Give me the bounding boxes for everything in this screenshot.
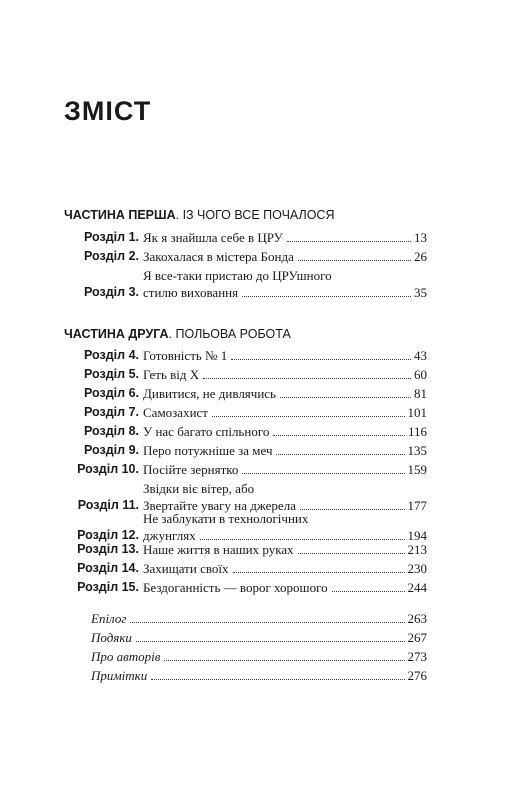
page-number: 35: [414, 285, 427, 300]
page-number: 101: [407, 405, 427, 420]
entry-title: Бездоганність — ворог хорошого: [143, 580, 328, 595]
dot-leader: [233, 572, 405, 573]
page-number: 244: [407, 580, 427, 595]
page-number: 177: [407, 498, 427, 513]
page-number: 43: [414, 348, 427, 363]
part-heading-2: ЧАСТИНА ДРУГА. ПОЛЬОВА РОБОТА: [64, 327, 291, 341]
entry-title: Примітки: [91, 668, 148, 683]
chapter-number: Розділ 15.: [77, 580, 139, 594]
page-number: 194: [407, 528, 427, 543]
toc-entry[interactable]: [64, 480, 427, 514]
dot-leader: [203, 378, 411, 379]
chapter-number: Розділ 12.: [77, 528, 139, 542]
entry-title: Не заблукати в технологічних: [143, 511, 309, 526]
page-number: 135: [407, 443, 427, 458]
entry-title: Готовність № 1: [143, 348, 228, 363]
page-number: 213: [407, 542, 427, 557]
dot-leader: [130, 622, 404, 623]
page-number: 13: [414, 230, 427, 245]
entry-title: Геть від Х: [143, 367, 200, 382]
page-number: 60: [414, 367, 427, 382]
toc-entry[interactable]: [64, 510, 427, 544]
chapter-number: Розділ 6.: [84, 386, 139, 400]
toc-title: ЗМІСТ: [64, 96, 152, 126]
part-heading-1: ЧАСТИНА ПЕРША. ІЗ ЧОГО ВСЕ ПОЧАЛОСЯ: [64, 208, 335, 222]
dot-leader: [200, 539, 405, 540]
entry-title: Подяки: [91, 630, 132, 645]
chapter-number: Розділ 9.: [84, 443, 139, 457]
chapter-number: Розділ 14.: [77, 561, 139, 575]
toc-entry[interactable]: [64, 366, 427, 383]
entry-title: стилю виховання: [143, 285, 239, 300]
part-label: ЧАСТИНА ПЕРША: [64, 208, 176, 222]
dot-leader: [212, 416, 405, 417]
entry-title: Закохалася в містера Бонда: [143, 249, 294, 264]
entry-title: Епілог: [91, 611, 127, 626]
toc-entry[interactable]: [64, 229, 427, 246]
dot-leader: [151, 679, 404, 680]
part-title: ПОЛЬОВА РОБОТА: [175, 327, 291, 341]
dot-leader: [231, 359, 411, 360]
page-number: 230: [407, 561, 427, 576]
dot-leader: [164, 660, 404, 661]
entry-title: Перо потужніше за меч: [143, 443, 273, 458]
part-label: ЧАСТИНА ДРУГА: [64, 327, 169, 341]
toc-entry[interactable]: [64, 560, 427, 577]
toc-entry[interactable]: [64, 385, 427, 402]
toc-entry[interactable]: [64, 579, 427, 596]
toc-entry[interactable]: [64, 248, 427, 265]
dot-leader: [332, 591, 405, 592]
page-number: 276: [407, 668, 427, 683]
chapter-number: Розділ 4.: [84, 348, 139, 362]
chapter-number: Розділ 10.: [77, 462, 139, 476]
back-matter-entry[interactable]: [91, 610, 427, 627]
toc-entry[interactable]: [64, 404, 427, 421]
chapter-number: Розділ 7.: [84, 405, 139, 419]
chapter-number: Розділ 1.: [84, 230, 139, 244]
dot-leader: [242, 296, 411, 297]
back-matter-entry[interactable]: [91, 648, 427, 665]
entry-title: Я все-таки пристаю до ЦРУшного: [143, 268, 332, 283]
page-number: 159: [407, 462, 427, 477]
entry-title: Самозахист: [143, 405, 208, 420]
page-number: 273: [407, 649, 427, 664]
dot-leader: [242, 473, 404, 474]
toc-entry[interactable]: [64, 461, 427, 478]
entry-title: Як я знайшла себе в ЦРУ: [143, 230, 283, 245]
dot-leader: [276, 454, 404, 455]
back-matter-entry[interactable]: [91, 629, 427, 646]
chapter-number: Розділ 11.: [77, 498, 139, 512]
entry-title: Захищати своїх: [143, 561, 229, 576]
entry-title: Дивитися, не дивлячись: [143, 386, 276, 401]
page-number: 263: [407, 611, 427, 626]
entry-title: Звертайте увагу на джерела: [143, 498, 296, 513]
entry-title: Звідки віє вітер, або: [143, 481, 255, 496]
dot-leader: [287, 241, 411, 242]
page-number: 267: [407, 630, 427, 645]
page-number: 81: [414, 386, 427, 401]
entry-title: Про авторів: [91, 649, 161, 664]
dot-leader: [136, 641, 405, 642]
page-number: 116: [407, 424, 427, 439]
chapter-number: Розділ 3.: [84, 285, 139, 299]
dot-leader: [298, 260, 411, 261]
dot-leader: [298, 553, 405, 554]
chapter-number: Розділ 13.: [77, 542, 139, 556]
toc-entry[interactable]: [64, 267, 427, 301]
chapter-number: Розділ 8.: [84, 424, 139, 438]
page-number: 26: [414, 249, 427, 264]
toc-entry[interactable]: [64, 347, 427, 364]
part-title: ІЗ ЧОГО ВСЕ ПОЧАЛОСЯ: [182, 208, 335, 222]
toc-entry[interactable]: [64, 442, 427, 459]
dot-leader: [273, 435, 405, 436]
entry-title: Наше життя в наших руках: [143, 542, 294, 557]
chapter-number: Розділ 5.: [84, 367, 139, 381]
back-matter-entry[interactable]: [91, 667, 427, 684]
dot-leader: [280, 397, 411, 398]
entry-title: У нас багато спільного: [143, 424, 270, 439]
entry-title: Посійте зернятко: [143, 462, 239, 477]
chapter-number: Розділ 2.: [84, 249, 139, 263]
entry-title: джунглях: [143, 528, 196, 543]
toc-entry[interactable]: [64, 541, 427, 558]
toc-entry[interactable]: [64, 423, 427, 440]
